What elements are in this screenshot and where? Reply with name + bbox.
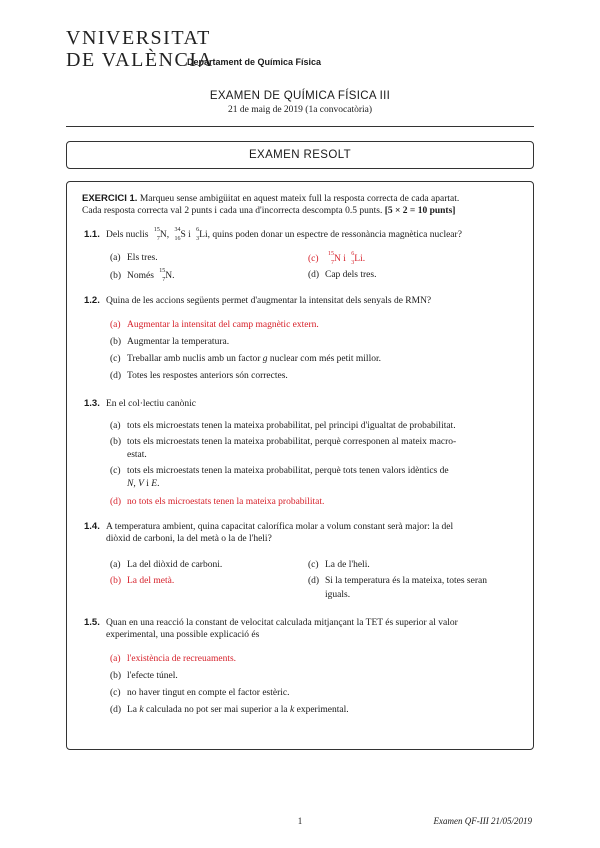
exam-title: EXAMEN DE QUÍMICA FÍSICA III — [209, 90, 391, 102]
header-divider — [66, 126, 534, 127]
exercise-points: [5 × 2 = 10 punts] — [384, 206, 456, 216]
option-1-3-c-cont: N, V i E. — [127, 479, 160, 489]
exercise-label: EXERCICI 1. — [82, 193, 138, 204]
isotope-li: 6 3 — [196, 227, 200, 242]
resolved-label: EXAMEN RESOLT — [248, 149, 352, 161]
option-1-5-a-correct[interactable]: (a) l'existència de recreuaments. — [110, 654, 237, 664]
option-1-5-c[interactable]: (c) no haver tingut en compte el factor estèric. — [110, 688, 290, 698]
option-1-1-b[interactable]: (b) Només 15 7 N. — [110, 268, 175, 283]
option-1-1-a[interactable]: (a) Els tres. — [110, 253, 158, 263]
question-1-2: 1.2. Quina de les accions següents permet d'augmentar la intensitat dels senyals de RMN? — [84, 295, 432, 306]
option-1-2-a-correct[interactable]: (a) Augmentar la intensitat del camp magnètic extern. — [110, 320, 319, 330]
logo-line-1: VNIVERSITAT — [66, 27, 211, 49]
nucleus-symbol: S — [180, 230, 186, 240]
footer-exam-id: Examen QF-III 21/05/2019 — [433, 816, 532, 826]
option-1-5-d[interactable]: (d) La k calculada no pot ser mai superior a la k experimental. — [110, 705, 349, 715]
question-text: Dels nuclis — [106, 230, 149, 240]
nucleus-symbol: N — [159, 230, 167, 240]
question-1-4-cont: diòxid de carboni, la del metà o la de l'heli? — [106, 534, 272, 544]
question-1-3: 1.3. En el col·lectiu canònic — [84, 398, 196, 409]
option-1-3-d-correct[interactable]: (d) no tots els microestats tenen la mateixa probabilitat. — [110, 497, 325, 507]
option-1-3-b[interactable]: (b) tots els microestats tenen la mateixa probabilitat, perquè corresponen al mateix macro- — [110, 437, 457, 447]
option-1-4-d-cont: iguals. — [325, 590, 351, 600]
isotope-n: 15 7 — [153, 227, 160, 242]
page-number: 1 — [297, 816, 303, 826]
option-1-4-d[interactable]: (d) Si la temperatura és la mateixa, totes seran — [308, 576, 487, 586]
resolved-banner — [66, 141, 534, 169]
exercise-intro-line2 — [82, 206, 455, 217]
option-1-5-b[interactable]: (b) l'efecte túnel. — [110, 671, 178, 681]
nucleus-symbol: Li — [199, 230, 208, 240]
option-1-1-d[interactable]: (d) Cap dels tres. — [308, 270, 377, 280]
option-1-3-b-cont: estat. — [127, 450, 147, 460]
question-1-1: 1.1. Dels nuclis 15 7 N, 34 16 S i 6 3 Li, quins poden donar un espectre de ressonància magnètica nuclear? — [84, 227, 462, 242]
department-name: Departament de Química Física — [187, 57, 322, 67]
exercise-intro-text2: Cada resposta correcta val 2 punts i cada una d'incorrecta descompta 0.5 punts. — [82, 206, 383, 216]
option-1-1-c-correct[interactable]: (c) 15 7 N i 6 3 Li. — [308, 251, 366, 266]
option-1-2-c[interactable]: (c) Treballar amb nuclis amb un factor g nuclear com més petit millor. — [110, 354, 381, 364]
isotope-s: 34 16 — [174, 227, 181, 242]
question-1-5-cont: experimental, una possible explicació és — [106, 630, 260, 640]
option-1-2-b[interactable]: (b) Augmentar la temperatura. — [110, 337, 230, 347]
question-1-5: 1.5. Quan en una reacció la constant de velocitat calculada mitjançant la TET és superior al valor — [84, 617, 458, 628]
option-1-4-c[interactable]: (c) La de l'heli. — [308, 560, 370, 570]
option-1-4-b-correct[interactable]: (b) La del metà. — [110, 576, 175, 586]
question-1-4: 1.4. A temperatura ambient, quina capacitat calorífica molar a volum constant serà major: la del — [84, 521, 454, 532]
logo-line-2: DE VALÈNCIA — [66, 49, 214, 71]
exam-date: 21 de maig de 2019 (1a convocatòria) — [227, 105, 373, 115]
option-1-4-a[interactable]: (a) La del diòxid de carboni. — [110, 560, 223, 570]
question-number: 1.1. — [84, 229, 100, 240]
option-1-3-a[interactable]: (a) tots els microestats tenen la mateixa probabilitat, pel principi d'igualtat de probabilitat. — [110, 421, 456, 431]
exercise-intro-text1: Marqueu sense ambigüitat en aquest mateix full la resposta correcta de cada apartat. — [139, 194, 460, 204]
exercise-intro-line1 — [82, 193, 459, 205]
option-1-2-d[interactable]: (d) Totes les respostes anteriors són correctes. — [110, 371, 288, 381]
option-1-3-c[interactable]: (c) tots els microestats tenen la mateixa probabilitat, perquè tots tenen valors idèntics de — [110, 466, 449, 476]
